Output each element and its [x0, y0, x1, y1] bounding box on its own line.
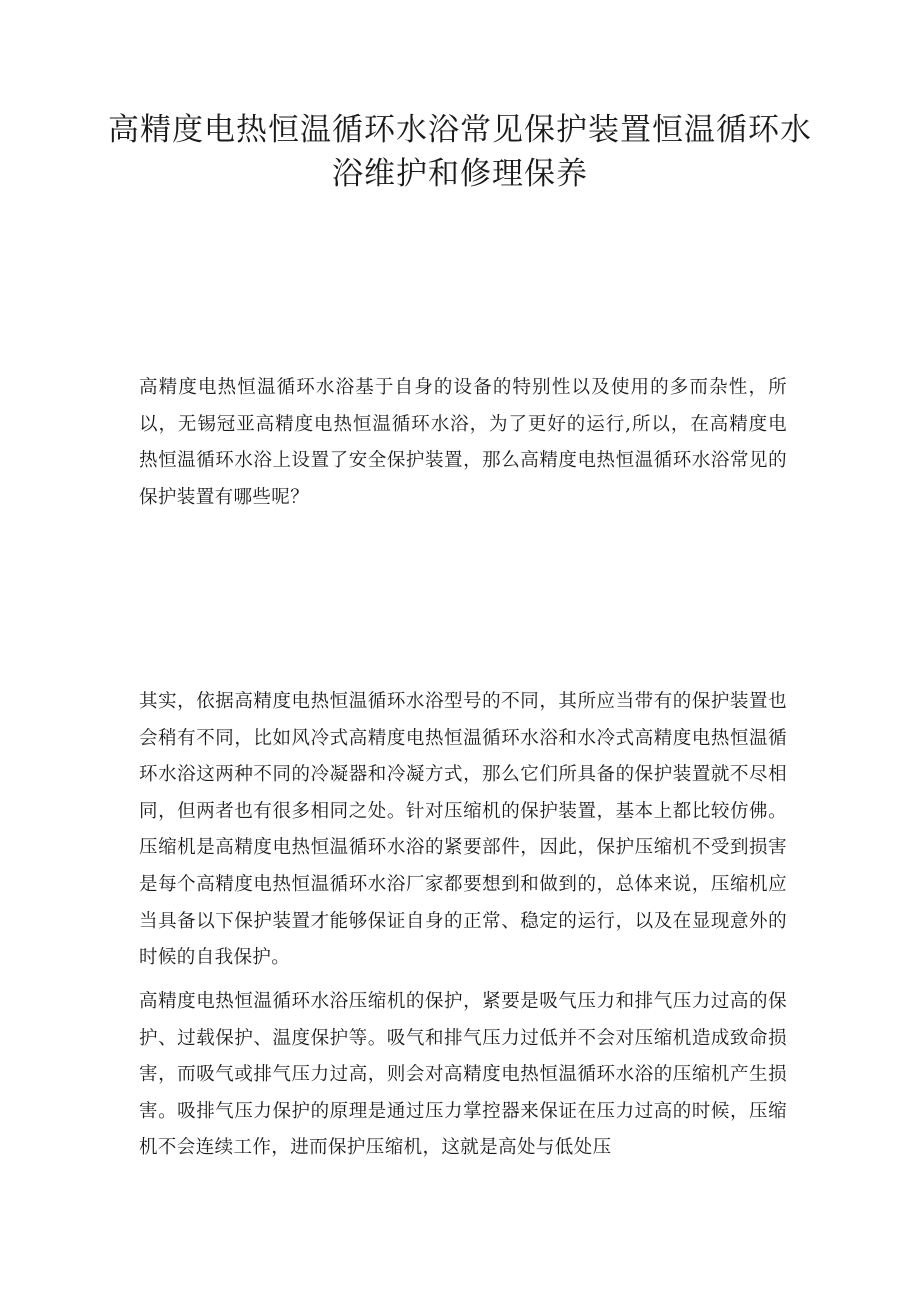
paragraph-protection-overview: 其实，依据高精度电热恒温循环水浴型号的不同，其所应当带有的保护装置也会稍有不同，比如风冷式高精度电热恒温循环水浴和水冷式高精度电热恒温循环水浴这两种不同的冷凝器和冷凝方式，那么它们所具备的保护装置就不尽相同，但两者也有很多相同之处。针对压缩机的保护装置，基本上都比较仿佛。压缩机是高精度电热恒温循环水浴的紧要部件，因此，保护压缩机不受到损害是每个高精度电热恒温循环水浴厂家都要想到和做到的，总体来说，压缩机应当具备以下保护装置才能够保证自身的正常、稳定的运行，以及在显现意外的时候的自我保护。: [139, 691, 787, 969]
paragraph-intro: 高精度电热恒温循环水浴基于自身的设备的特别性以及使用的多而杂性，所以，无锡冠亚高精度电热恒温循环水浴，为了更好的运行,所以，在高精度电热恒温循环水浴上设置了安全保护装置，那么高精度电热恒温循环水浴常见的保护装置有哪些呢？: [139, 377, 787, 508]
paragraph-compressor-protection: 高精度电热恒温循环水浴压缩机的保护，紧要是吸气压力和排气压力过高的保护、过载保护、温度保护等。吸气和排气压力过低并不会对压缩机造成致命损害，而吸气或排气压力过高，则会对高精度电热恒温循环水浴的压缩机产生损害。吸排气压力保护的原理是通过压力掌控器来保证在压力过高的时候，压缩机不会连续工作，进而保护压缩机，这就是高处与低处压: [139, 991, 787, 1159]
document-title: 高精度电热恒温循环水浴常见保护装置恒温循环水浴维护和修理保养: [108, 112, 812, 192]
